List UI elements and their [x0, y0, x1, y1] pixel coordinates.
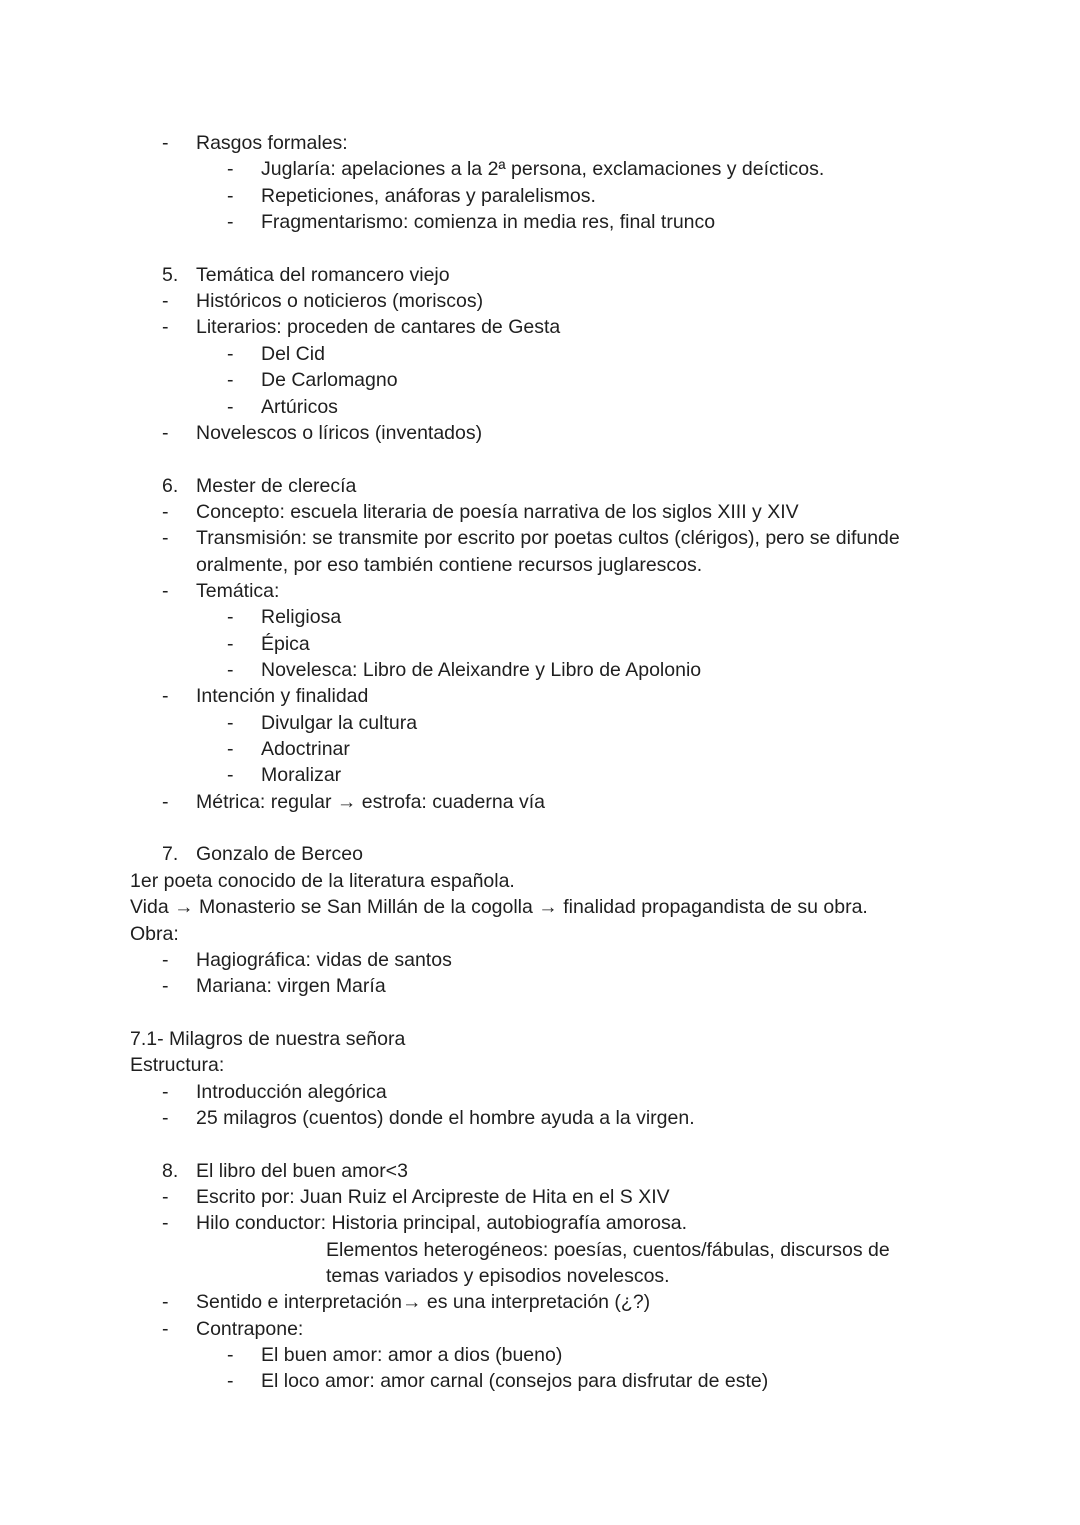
sub-bullet-dash: -	[227, 632, 234, 655]
bullet-text: Novelescos o líricos (inventados)	[196, 421, 483, 444]
bullet-text: Temática:	[196, 579, 280, 602]
bullet-item	[0, 525, 1080, 551]
sub-bullet-dash: -	[227, 1370, 234, 1393]
sub-bullet-dash: -	[227, 1344, 234, 1367]
sub-bullet-item	[0, 1368, 1080, 1394]
paragraph-text: 1er poeta conocido de la literatura española.	[130, 869, 515, 892]
continuation-text: oralmente, por eso también contiene recursos juglarescos.	[196, 553, 703, 576]
bullet-dash: -	[162, 975, 169, 998]
sub-bullet-item	[0, 367, 1080, 393]
bullet-text: Literarios: proceden de cantares de Gesta	[196, 316, 561, 339]
bullet-dash: -	[162, 1106, 169, 1129]
indented-continuation	[0, 1263, 1080, 1289]
continuation-text: temas variados y episodios novelescos.	[326, 1265, 670, 1288]
sub-bullet-text: El loco amor: amor carnal (consejos para disfrutar de este)	[261, 1370, 769, 1393]
bullet-dash: -	[162, 1212, 169, 1235]
bullet-item	[0, 288, 1080, 314]
sub-bullet-item	[0, 657, 1080, 683]
blank-line	[0, 815, 1080, 841]
bullet-dash: -	[162, 290, 169, 313]
sub-bullet-dash: -	[227, 738, 234, 761]
bullet-item	[0, 1210, 1080, 1236]
bullet-item	[0, 1289, 1080, 1315]
bullet-text: Escrito por: Juan Ruiz el Arcipreste de Hita en el S XIV	[196, 1186, 670, 1208]
bullet-item	[0, 789, 1080, 815]
sub-bullet-text: Religiosa	[261, 606, 342, 629]
bullet-item	[0, 973, 1080, 999]
sub-bullet-dash: -	[227, 211, 234, 234]
bullet-item	[0, 1105, 1080, 1131]
sub-bullet-text: Adoctrinar	[261, 738, 350, 761]
bullet-dash: -	[162, 1291, 169, 1314]
sub-bullet-dash: -	[227, 764, 234, 787]
sub-bullet-text: Divulgar la cultura	[261, 711, 418, 734]
bullet-text: Concepto: escuela literaria de poesía narrativa de los siglos XIII y XIV	[196, 500, 799, 523]
sub-bullet-text: Épica	[261, 632, 310, 655]
section-title: Gonzalo de Berceo	[196, 843, 363, 866]
section-number: 8.	[162, 1159, 179, 1182]
bullet-item	[0, 683, 1080, 709]
bullet-text: Mariana: virgen María	[196, 975, 386, 998]
sub-bullet-item	[0, 736, 1080, 762]
section-number: 7.	[162, 843, 179, 866]
blank-line	[0, 1131, 1080, 1157]
bullet-dash: -	[162, 421, 169, 444]
section-heading	[0, 473, 1080, 499]
sub-bullet-text: Fragmentarismo: comienza in media res, final trunco	[261, 211, 716, 234]
bullet-item	[0, 578, 1080, 604]
bullet-text: Hagiográfica: vidas de santos	[196, 948, 452, 971]
bullet-dash: -	[162, 1317, 169, 1340]
bullet-dash: -	[162, 1186, 169, 1208]
indented-continuation	[0, 1237, 1080, 1263]
bullet-item	[0, 314, 1080, 340]
bullet-text: Contrapone:	[196, 1317, 304, 1340]
sub-bullet-item	[0, 604, 1080, 630]
bullet-dash: -	[162, 527, 169, 550]
sub-bullet-item	[0, 1342, 1080, 1368]
paragraph-line	[0, 921, 1080, 947]
section-title: El libro del buen amor<3	[196, 1159, 408, 1182]
sub-bullet-item	[0, 631, 1080, 657]
bullet-dash: -	[162, 579, 169, 602]
continuation-text: Elementos heterogéneos: poesías, cuentos/fábulas, discursos de	[326, 1238, 890, 1261]
sub-bullet-item	[0, 209, 1080, 235]
sub-bullet-text: Novelesca: Libro de Aleixandre y Libro de Apolonio	[261, 659, 702, 681]
bullet-text: 25 milagros (cuentos) donde el hombre ayuda a la virgen.	[196, 1106, 695, 1129]
bullet-dash: -	[162, 790, 169, 813]
sub-bullet-item	[0, 183, 1080, 209]
bullet-text: Hilo conductor: Historia principal, autobiografía amorosa.	[196, 1212, 687, 1235]
paragraph-line	[0, 868, 1080, 894]
paragraph-text: Obra:	[130, 922, 179, 945]
bullet-continuation	[0, 552, 1080, 578]
sub-bullet-item	[0, 710, 1080, 736]
bullet-item	[0, 1316, 1080, 1342]
sub-bullet-dash: -	[227, 369, 234, 392]
bullet-dash: -	[162, 500, 169, 523]
sub-bullet-dash: -	[227, 606, 234, 629]
sub-bullet-item	[0, 156, 1080, 182]
bullet-text: Rasgos formales:	[196, 132, 348, 154]
bullet-dash: -	[162, 316, 169, 339]
bullet-item	[0, 1184, 1080, 1210]
sub-bullet-text: El buen amor: amor a dios (bueno)	[261, 1344, 563, 1367]
bullet-text: Introducción alegórica	[196, 1080, 387, 1103]
bullet-item	[0, 130, 1080, 156]
section-heading	[0, 262, 1080, 288]
bullet-item	[0, 1079, 1080, 1105]
sub-bullet-text: De Carlomagno	[261, 369, 398, 392]
bullet-text: Transmisión: se transmite por escrito por poetas cultos (clérigos), pero se difunde	[196, 527, 900, 550]
paragraph-text: 7.1- Milagros de nuestra señora	[130, 1027, 406, 1050]
section-number: 5.	[162, 263, 179, 286]
bullet-item	[0, 420, 1080, 446]
sub-bullet-text: Repeticiones, anáforas y paralelismos.	[261, 184, 596, 207]
bullet-item	[0, 499, 1080, 525]
paragraph-line	[0, 1026, 1080, 1052]
paragraph-line	[0, 894, 1080, 920]
bullet-dash: -	[162, 685, 169, 708]
sub-bullet-text: Artúricos	[261, 395, 338, 418]
section-title: Mester de clerecía	[196, 474, 357, 497]
sub-bullet-dash: -	[227, 342, 234, 365]
sub-bullet-item	[0, 762, 1080, 788]
paragraph-line	[0, 1052, 1080, 1078]
sub-bullet-dash: -	[227, 711, 234, 734]
sub-bullet-text: Juglaría: apelaciones a la 2ª persona, exclamaciones y deícticos.	[261, 158, 825, 181]
sub-bullet-dash: -	[227, 184, 234, 207]
paragraph-text: Vida → Monasterio se San Millán de la cogolla → finalidad propagandista de su obra.	[130, 896, 868, 919]
bullet-text: Intención y finalidad	[196, 685, 369, 708]
blank-line	[0, 446, 1080, 472]
blank-line	[0, 1000, 1080, 1026]
section-title: Temática del romancero viejo	[196, 263, 450, 286]
section-number: 6.	[162, 474, 179, 497]
blank-line	[0, 235, 1080, 261]
bullet-dash: -	[162, 132, 169, 154]
sub-bullet-dash: -	[227, 158, 234, 181]
section-heading	[0, 1158, 1080, 1184]
bullet-text: Históricos o noticieros (moriscos)	[196, 290, 484, 313]
bullet-dash: -	[162, 1080, 169, 1103]
paragraph-text: Estructura:	[130, 1054, 225, 1077]
sub-bullet-dash: -	[227, 395, 234, 418]
sub-bullet-dash: -	[227, 659, 234, 681]
sub-bullet-text: Del Cid	[261, 342, 325, 365]
bullet-item	[0, 947, 1080, 973]
bullet-dash: -	[162, 948, 169, 971]
sub-bullet-item	[0, 341, 1080, 367]
section-heading	[0, 841, 1080, 867]
sub-bullet-text: Moralizar	[261, 764, 342, 787]
bullet-text: Métrica: regular → estrofa: cuaderna vía	[196, 790, 545, 813]
bullet-text: Sentido e interpretación→ es una interpretación (¿?)	[196, 1291, 651, 1314]
sub-bullet-item	[0, 394, 1080, 420]
